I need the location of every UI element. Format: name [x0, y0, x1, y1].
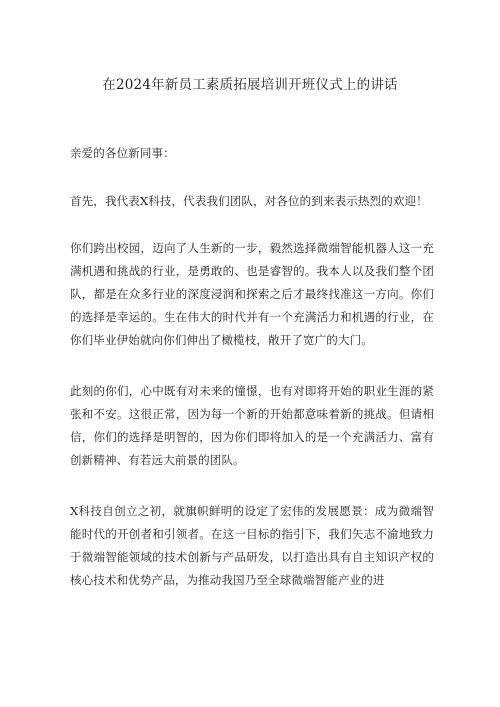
paragraph-expectations: 此刻的你们，心中既有对未来的憧憬，也有对即将开始的职业生涯的紧张和不安。这很正常，因为每一个新的开始都意味着新的挑战。但请相信，你们的选择是明智的，因为你们即将加入的是一个充满活力、富有创新精神、有若远大前景的团队。 [70, 384, 434, 467]
paragraph-welcome: 首先，我代表X科技，代表我们团队，对各位的到来表示热烈的欢迎！ [70, 194, 428, 208]
greeting: 亲爱的各位新同事： [70, 146, 175, 160]
paragraph-career-choice: 你们跨出校园，迈向了人生新的一步，毅然选择微端智能机器人这一充满机遇和挑战的行业，是勇敢的、也是睿智的。我本人以及我们整个团队，都是在众多行业的深度浸润和探索之后才最终找准这一方向。你们的选择是幸运的。生在伟大的时代并有一个充满活力和机遇的行业，在你们毕业伊始就向你们伸出了橄榄枝，敞开了宽广的大门。 [70, 241, 434, 347]
document-body [70, 142, 434, 592]
paragraph-company-vision: X科技自创立之初，就旗帜鲜明的设定了宏伟的发展愿景：成为微端智能时代的开创者和引领者。在这一目标的指引下，我们矢志不渝地致力于微端智能领域的技术创新与产品研发，以打造出具有自主知识产权的核心技术和优势产品，为推动我国乃至全球微端智能产业的进 [70, 504, 434, 587]
document-title: 在2024年新员工素质拓展培训开班仪式上的讲话 [102, 77, 398, 93]
